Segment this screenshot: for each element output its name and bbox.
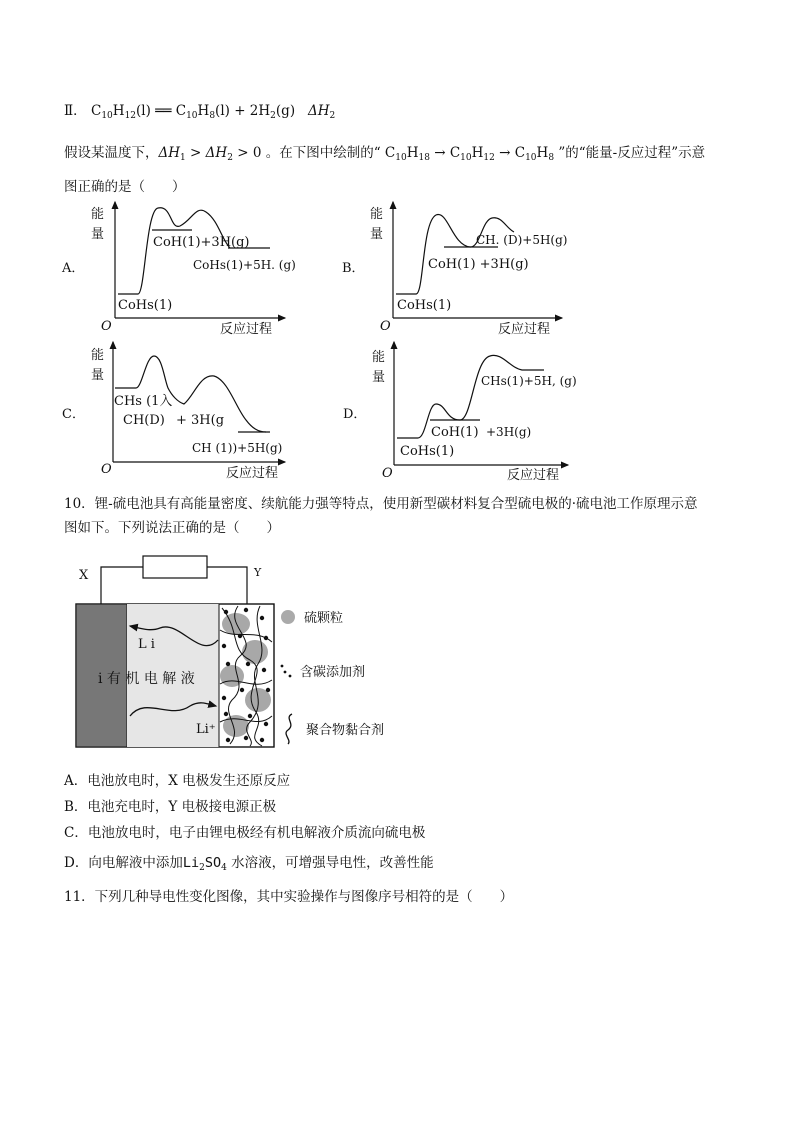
graph-a-ylabel-top: 能 — [91, 207, 105, 222]
delta-h1: ΔH — [158, 145, 181, 161]
text: 水溶液，可增强导电性，改善性能 — [226, 855, 434, 871]
subscript: 2 — [199, 863, 205, 873]
subscript: 18 — [418, 153, 430, 163]
text: > — [185, 145, 206, 161]
graph-d-xlabel: 反应过程 — [507, 468, 560, 483]
graph-b-label-1: CoHs(1) — [397, 298, 452, 313]
wire-left — [101, 567, 143, 604]
electrode-y-label: Y — [254, 566, 262, 579]
reaction-label: Ⅱ． — [64, 103, 87, 119]
graph-b-ylabel-top: 能 — [370, 207, 384, 222]
text: H — [471, 145, 484, 161]
subscript: 2 — [270, 111, 276, 121]
graph-b-letter: B． — [342, 261, 365, 276]
graph-b-label-3: CH. (D)+5H(g) — [476, 233, 568, 247]
graph-c-xlabel: 反应过程 — [226, 466, 279, 481]
graph-a-label-3: CoHs(1)+5H. (g) — [193, 258, 296, 272]
graph-b-label-2: CoH(1) +3H(g) — [428, 257, 529, 272]
q10-option-d[interactable] — [64, 851, 434, 873]
q10-option-b[interactable]: B．电池充电时，Y 电极接电源正极 — [64, 799, 277, 815]
state: (g) — [275, 103, 296, 119]
legend-polymer-icon — [286, 714, 292, 744]
legend-carbon-label: 含碳添加剂 — [300, 665, 366, 680]
formula-part: C — [90, 103, 102, 119]
text: ”的“能量-反应过程”示意 — [554, 145, 706, 161]
li-plus-label: Li⁺ — [196, 722, 216, 737]
graph-b-curve — [396, 215, 514, 294]
subscript: 10 — [525, 153, 537, 163]
subscript: 10 — [186, 111, 198, 121]
text: 假设某温度下， — [64, 145, 159, 161]
delta-h: ΔH — [307, 103, 330, 119]
graph-a-label-1: CoHs(1) — [118, 298, 173, 313]
q10-option-c[interactable]: C．电池放电时，电子由锂电极经有机电解液介质流向硫电极 — [64, 825, 426, 841]
text: → C — [429, 145, 461, 161]
graph-c-label-1: CHs (1入 — [114, 394, 173, 409]
subscript: 8 — [548, 153, 555, 163]
text: D．向电解液中添加 — [64, 855, 183, 871]
graph-c-letter: C． — [62, 407, 85, 422]
graph-a-curve — [118, 208, 230, 294]
li-label: L i — [138, 637, 155, 652]
wire-right — [207, 567, 247, 604]
q9-stem-line-2: 图正确的是（ ） — [64, 179, 186, 195]
formula-part: C — [175, 103, 187, 119]
battery-diagram — [76, 556, 295, 747]
equal-sign: ══ — [155, 103, 172, 119]
graph-d-ylabel-bottom: 量 — [372, 370, 386, 385]
subscript: 12 — [483, 153, 495, 163]
formula-part: H — [197, 103, 210, 119]
electrolyte-label: i 有 机 电 解 液 — [98, 671, 195, 687]
text: H — [406, 145, 419, 161]
q10-option-a[interactable]: A．电池放电时，X 电极发生还原反应 — [64, 773, 291, 789]
q10-stem-2: 图如下。下列说法正确的是（ ） — [64, 520, 280, 536]
sulfur-particle — [220, 665, 244, 687]
formula-part: Li — [182, 855, 200, 871]
graph-d-letter: D． — [343, 407, 367, 422]
graph-c-label-3: CH (1))+5H(g) — [192, 441, 283, 455]
delta-h2: ΔH — [205, 145, 228, 161]
subscript: 10 — [101, 111, 113, 121]
graph-a-origin: O — [101, 319, 112, 334]
subscript: 8 — [209, 111, 216, 121]
subscript: 12 — [124, 111, 137, 121]
subscript: 2 — [329, 111, 336, 121]
graph-c-origin: O — [101, 462, 112, 477]
graph-a-label-2: CoH(1)+3H(g) — [153, 235, 250, 250]
legend-polymer-label: 聚合物黏合剂 — [306, 723, 385, 738]
graph-d-label-2b: +3H(g) — [486, 425, 532, 439]
graph-a-ylabel-bottom: 量 — [91, 227, 105, 242]
graph-c-label-2b: + 3H(g — [176, 413, 225, 428]
graph-b-ylabel-bottom: 量 — [370, 227, 384, 242]
load-resistor — [143, 556, 207, 578]
graph-b-xlabel: 反应过程 — [498, 322, 551, 337]
q11-stem: 11．下列几种导电性变化图像，其中实验操作与图像序号相符的是（ ） — [64, 889, 514, 905]
sulfur-particle — [222, 613, 250, 635]
graph-c-ylabel-top: 能 — [91, 348, 105, 363]
graph-d-label-2: CoH(1) — [431, 425, 479, 440]
formula-part: + 2H — [234, 103, 271, 119]
graph-b-origin: O — [380, 319, 391, 334]
graph-c-ylabel-bottom: 量 — [91, 368, 105, 383]
text: H — [536, 145, 549, 161]
electrode-x-label: X — [79, 568, 89, 583]
sulfur-particle — [223, 715, 249, 737]
state: (l) — [136, 103, 151, 119]
graph-c-label-2: CH(D) — [123, 413, 165, 428]
subscript: 4 — [221, 863, 227, 873]
formula-part: H — [112, 103, 125, 119]
text: → C — [494, 145, 526, 161]
legend-sulfur-icon — [281, 610, 295, 624]
graph-a-xlabel: 反应过程 — [220, 322, 273, 337]
graph-d-ylabel-top: 能 — [372, 350, 386, 365]
legend-sulfur-label: 硫颗粒 — [304, 611, 344, 626]
legend-carbon-icon — [281, 665, 292, 678]
graph-a-letter: A． — [62, 261, 85, 276]
graph-d-label-3: CHs(1)+5H, (g) — [481, 374, 577, 388]
subscript: 2 — [227, 153, 233, 163]
graph-d-origin: O — [382, 466, 393, 481]
graph-d-label-1: CoHs(1) — [400, 444, 455, 459]
subscript: 10 — [460, 153, 472, 163]
subscript: 10 — [395, 153, 407, 163]
text: > 0 。在下图中绘制的“ C — [232, 145, 396, 161]
q10-stem: 10．锂-硫电池具有高能量密度、续航能力强等特点，使用新型碳材料复合型硫电极的·硫电池工作原理示意 — [64, 496, 698, 512]
subscript: 1 — [180, 153, 186, 163]
state: (l) — [215, 103, 230, 119]
formula-part: SO — [204, 855, 222, 871]
